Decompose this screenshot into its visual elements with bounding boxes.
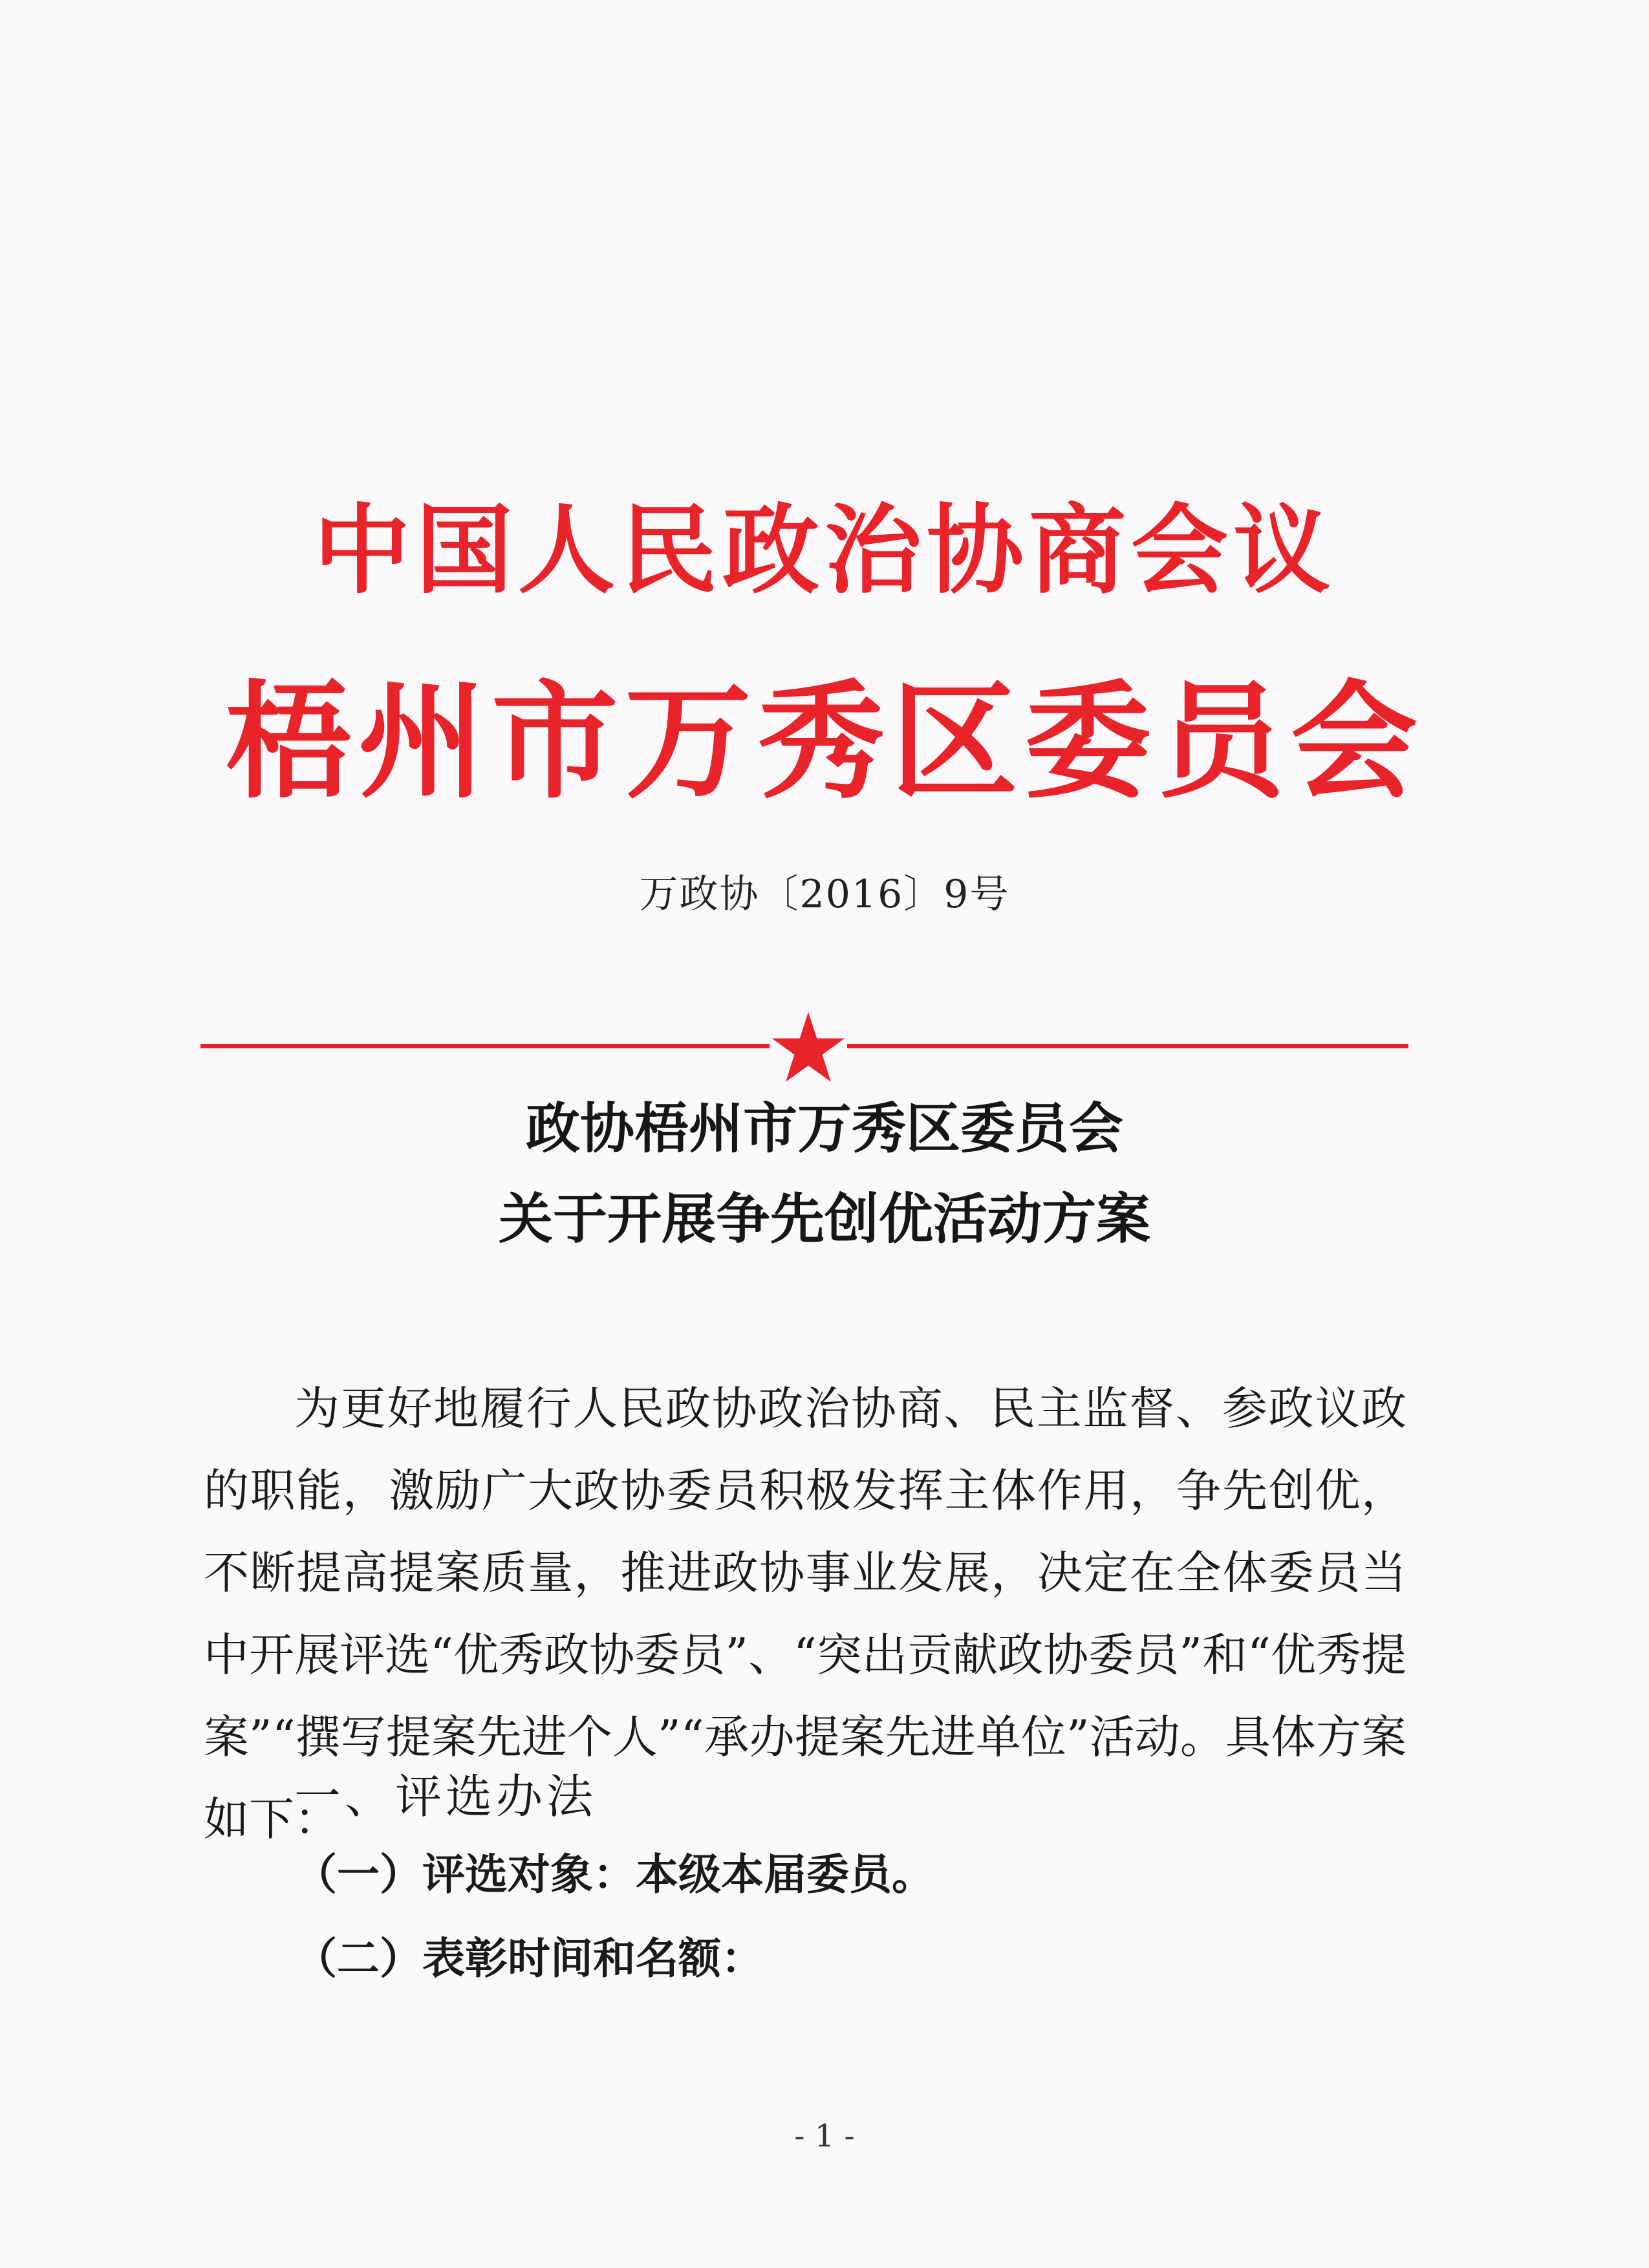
- section-item-2: （二）表彰时间和名额：: [294, 1933, 764, 1983]
- red-divider-right: [847, 1044, 1408, 1048]
- document-title-line2: 关于开展争先创优活动方案: [498, 1187, 1150, 1251]
- section-item-1: （一）评选对象：本级本届委员。: [294, 1849, 934, 1899]
- document-number: 万政协〔2016〕9号: [639, 872, 1010, 917]
- red-divider-left: [200, 1044, 770, 1048]
- intro-paragraph-text: 为更好地履行人民政协政治协商、民主监督、参政议政的职能，激励广大政协委员积极发挥主体作用，争先创优，不断提高提案质量，推进政协事业发展，决定在全体委员当中开展评选“优秀政协委员”、“突出贡献政协委员”和“优秀提案”“撰写提案先进个人”“承办提案先进单位”活动。具体方案如下：: [204, 1382, 1406, 1846]
- red-star-icon: [768, 1009, 848, 1086]
- page-number: - 1 -: [794, 2118, 855, 2154]
- section-heading: 一、评选办法: [294, 1769, 598, 1824]
- document-title-line1: 政协梧州市万秀区委员会: [525, 1096, 1123, 1160]
- issuer-name-line2: 梧州市万秀区委员会: [224, 667, 1424, 816]
- issuer-name-line1: 中国人民政治协商会议: [313, 493, 1335, 607]
